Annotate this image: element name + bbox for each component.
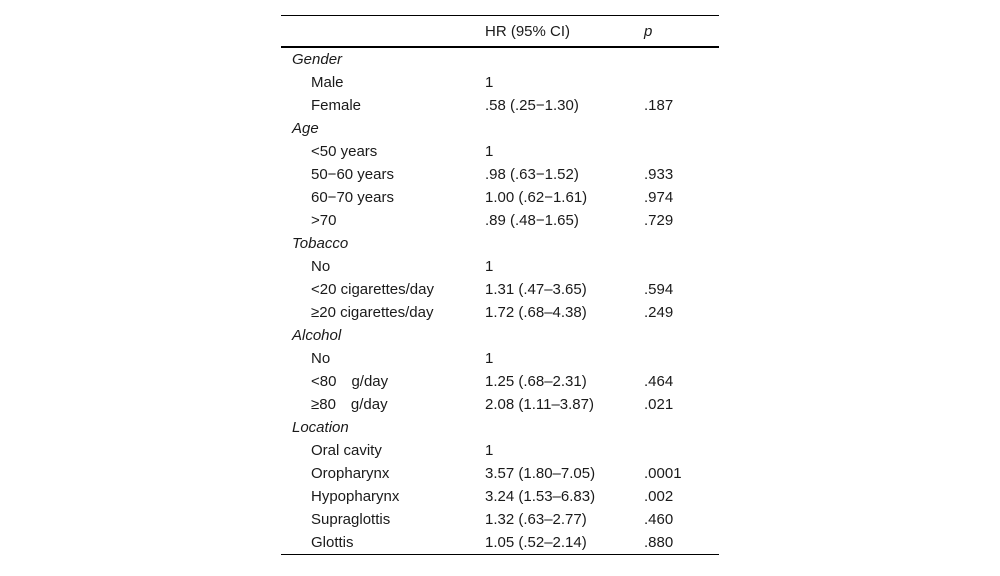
table-row <box>281 94 719 117</box>
row-p-value <box>644 140 719 163</box>
row-hr-value: 3.57 (1.80–7.05) <box>485 465 596 482</box>
row-hr-value: 1.72 (.68–4.38) <box>485 304 587 321</box>
empty-cell <box>485 416 644 439</box>
row-label: 60−70 years <box>311 189 394 206</box>
row-hr-value: .58 (.25−1.30) <box>485 97 579 114</box>
table-row <box>281 163 719 186</box>
group-label: Age <box>292 120 319 137</box>
group-label: Gender <box>292 51 343 68</box>
row-hr-value: 1.00 (.62−1.61) <box>485 189 588 206</box>
row-p-value <box>644 439 719 462</box>
table-row <box>281 439 719 462</box>
row-label: No <box>311 350 331 367</box>
group-label: Tobacco <box>292 235 349 252</box>
group-row-alcohol <box>281 324 719 347</box>
row-label: Hypopharynx <box>311 488 400 505</box>
row-hr-value: 1.31 (.47–3.65) <box>485 281 587 298</box>
row-hr-value: 1 <box>485 350 494 367</box>
row-p-value <box>644 255 719 278</box>
row-label: >70 <box>311 212 337 229</box>
row-label: <80 g/day <box>311 373 389 390</box>
header-p-value: p <box>644 22 653 40</box>
row-p-value: .464 <box>644 373 674 390</box>
row-hr-value: .98 (.63−1.52) <box>485 166 579 183</box>
row-hr-value: 1 <box>485 74 494 91</box>
row-hr-value: 1.05 (.52–2.14) <box>485 534 587 551</box>
row-label: Male <box>311 74 344 91</box>
row-hr-value: 3.24 (1.53–6.83) <box>485 488 596 505</box>
table-row <box>281 393 719 416</box>
empty-cell <box>485 232 644 255</box>
row-label: Supraglottis <box>311 511 391 528</box>
table-row <box>281 140 719 163</box>
group-label: Alcohol <box>292 327 342 344</box>
row-label: ≥20 cigarettes/day <box>311 304 434 321</box>
table-row <box>281 370 719 393</box>
group-row-age <box>281 117 719 140</box>
table-row <box>281 301 719 324</box>
row-hr-value: 1.25 (.68–2.31) <box>485 373 587 390</box>
row-p-value <box>644 71 719 94</box>
empty-cell <box>485 47 644 71</box>
table-row <box>281 508 719 531</box>
row-label: 50−60 years <box>311 166 394 183</box>
row-hr-value: .89 (.48−1.65) <box>485 212 579 229</box>
row-label: Glottis <box>311 534 354 551</box>
table-row <box>281 347 719 370</box>
table-row <box>281 278 719 301</box>
table-row <box>281 531 719 555</box>
row-p-value <box>644 347 719 370</box>
group-label: Location <box>292 419 349 436</box>
header-variable <box>281 16 485 48</box>
table-row <box>281 255 719 278</box>
header-hr: HR (95% CI) <box>485 22 571 40</box>
row-label: ≥80 g/day <box>311 396 388 413</box>
row-p-value: .0001 <box>644 465 682 482</box>
row-hr-value: 2.08 (1.11–3.87) <box>485 396 594 413</box>
row-hr-value: 1 <box>485 442 494 459</box>
row-label: No <box>311 258 331 275</box>
row-p-value: .002 <box>644 488 674 505</box>
row-label: <50 years <box>311 143 378 160</box>
row-p-value: .460 <box>644 511 674 528</box>
table-body <box>281 47 719 555</box>
group-row-location <box>281 416 719 439</box>
row-label: Female <box>311 97 362 114</box>
hazard-ratio-table-container <box>281 15 719 555</box>
row-label: Oral cavity <box>311 442 382 459</box>
row-p-value: .974 <box>644 189 674 206</box>
row-p-value: .249 <box>644 304 674 321</box>
empty-cell <box>644 232 719 255</box>
group-row-gender <box>281 47 719 71</box>
row-p-value: .187 <box>644 97 674 114</box>
empty-cell <box>485 117 644 140</box>
row-label: Oropharynx <box>311 465 390 482</box>
empty-cell <box>644 324 719 347</box>
table-row <box>281 71 719 94</box>
row-p-value: .880 <box>644 534 674 551</box>
row-hr-value: 1 <box>485 143 494 160</box>
table-row <box>281 462 719 485</box>
row-p-value: .729 <box>644 212 674 229</box>
hazard-ratio-table <box>281 15 719 555</box>
empty-cell <box>644 416 719 439</box>
table-row <box>281 209 719 232</box>
empty-cell <box>485 324 644 347</box>
table-header <box>281 16 719 48</box>
row-p-value: .594 <box>644 281 674 298</box>
row-hr-value: 1 <box>485 258 494 275</box>
table-row <box>281 485 719 508</box>
row-hr-value: 1.32 (.63–2.77) <box>485 511 587 528</box>
header-row <box>281 16 719 48</box>
group-row-tobacco <box>281 232 719 255</box>
empty-cell <box>644 47 719 71</box>
row-p-value: .933 <box>644 166 674 183</box>
row-label: <20 cigarettes/day <box>311 281 434 298</box>
row-p-value: .021 <box>644 396 674 413</box>
table-row <box>281 186 719 209</box>
empty-cell <box>644 117 719 140</box>
